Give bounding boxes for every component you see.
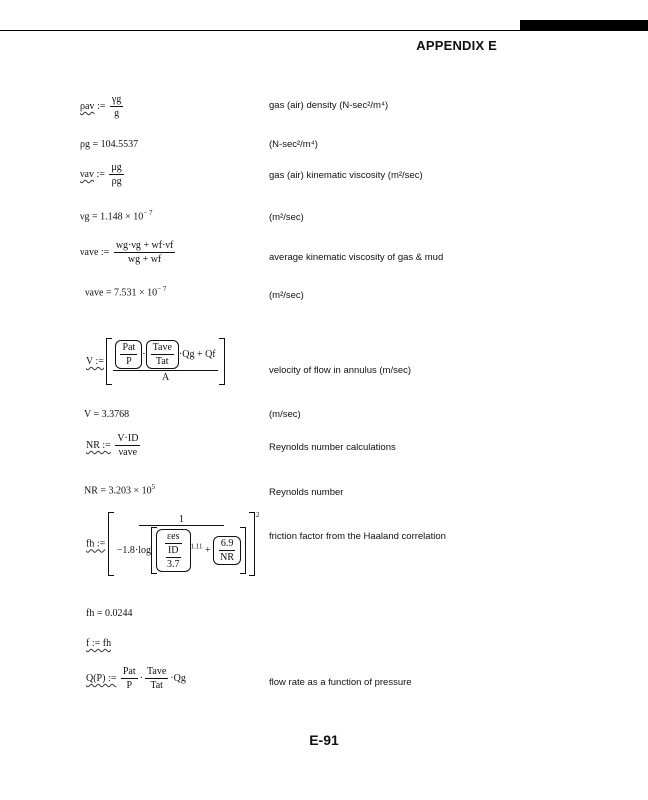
equation-kinematic-viscosity-def: νav := $\frac{\mu g}{\rho g}$ xyxy=(80,162,122,187)
desc-reynolds-number: Reynolds number xyxy=(269,487,344,498)
desc-velocity: velocity of flow in annulus (m/sec) xyxy=(269,365,412,376)
equation-flow-rate-function: Q(P) := $\frac{\text{Pat}}{P}$ · $\frac{\text{Tave}}{\text{Tat}}$ ·Qg xyxy=(86,666,186,691)
desc-velocity-unit: (m/sec) xyxy=(269,409,301,420)
equation-friction-assignment: f := fh xyxy=(86,638,112,649)
header-bar xyxy=(520,20,648,30)
desc-average-viscosity-unit: (m²/sec) xyxy=(269,290,304,301)
equation-reynolds-def: NR := $\frac{V\cdot ID}{\text{νave}}$ xyxy=(86,433,139,458)
equation-average-viscosity-value: $\nu ave = 7.531 \times 10^{- 7}$ xyxy=(85,285,167,299)
desc-gas-density: gas (air) density (N-sec²/m⁴) xyxy=(269,100,389,111)
desc-friction-factor: friction factor from the Haaland correlation xyxy=(269,531,446,542)
appendix-title: APPENDIX E xyxy=(416,38,497,53)
equation-friction-factor-def: fh := 1 −1.8·log $\frac{\text{εes}}{\frac{ID}{3.7}}$ $^{1.11}$ + $\frac{6.9}{NR}$ $^2$ xyxy=(86,512,260,576)
header-rule xyxy=(0,30,648,31)
desc-density-unit: (N-sec²/m⁴) xyxy=(269,139,318,150)
equation-velocity-def: V := $\frac{\text{Pat}}{P}$ · $\frac{\text{Tave}}{\text{Tat}}$ ·Qg + Qf A xyxy=(86,338,225,385)
equation-gas-density-def: ρav := $\frac{\gamma g}{g}$ xyxy=(80,94,122,119)
desc-viscosity-unit: (m²/sec) xyxy=(269,212,304,223)
equation-friction-factor-value: fh = 0.0244 xyxy=(86,608,133,619)
desc-average-viscosity: average kinematic viscosity of gas & mud xyxy=(269,252,444,263)
equation-average-viscosity-def: νave := $\frac{wg\cdot\nu g + wf\cdot\nu f}{wg + wf}$ xyxy=(80,240,174,265)
equation-velocity-value: V = 3.3768 xyxy=(84,409,130,420)
equation-reynolds-value: NR = $3.203 \times 10^5$ xyxy=(84,483,156,497)
desc-reynolds-calc: Reynolds number calculations xyxy=(269,442,396,453)
equation-kinematic-viscosity-value: $\nu g = 1.148 \times 10^{- 7}$ xyxy=(80,209,153,223)
desc-kinematic-viscosity: gas (air) kinematic viscosity (m²/sec) xyxy=(269,170,423,181)
equation-gas-density-value: ρg = 104.5537 xyxy=(80,139,139,150)
page-number: E-91 xyxy=(309,732,339,748)
desc-flow-rate: flow rate as a function of pressure xyxy=(269,677,412,688)
